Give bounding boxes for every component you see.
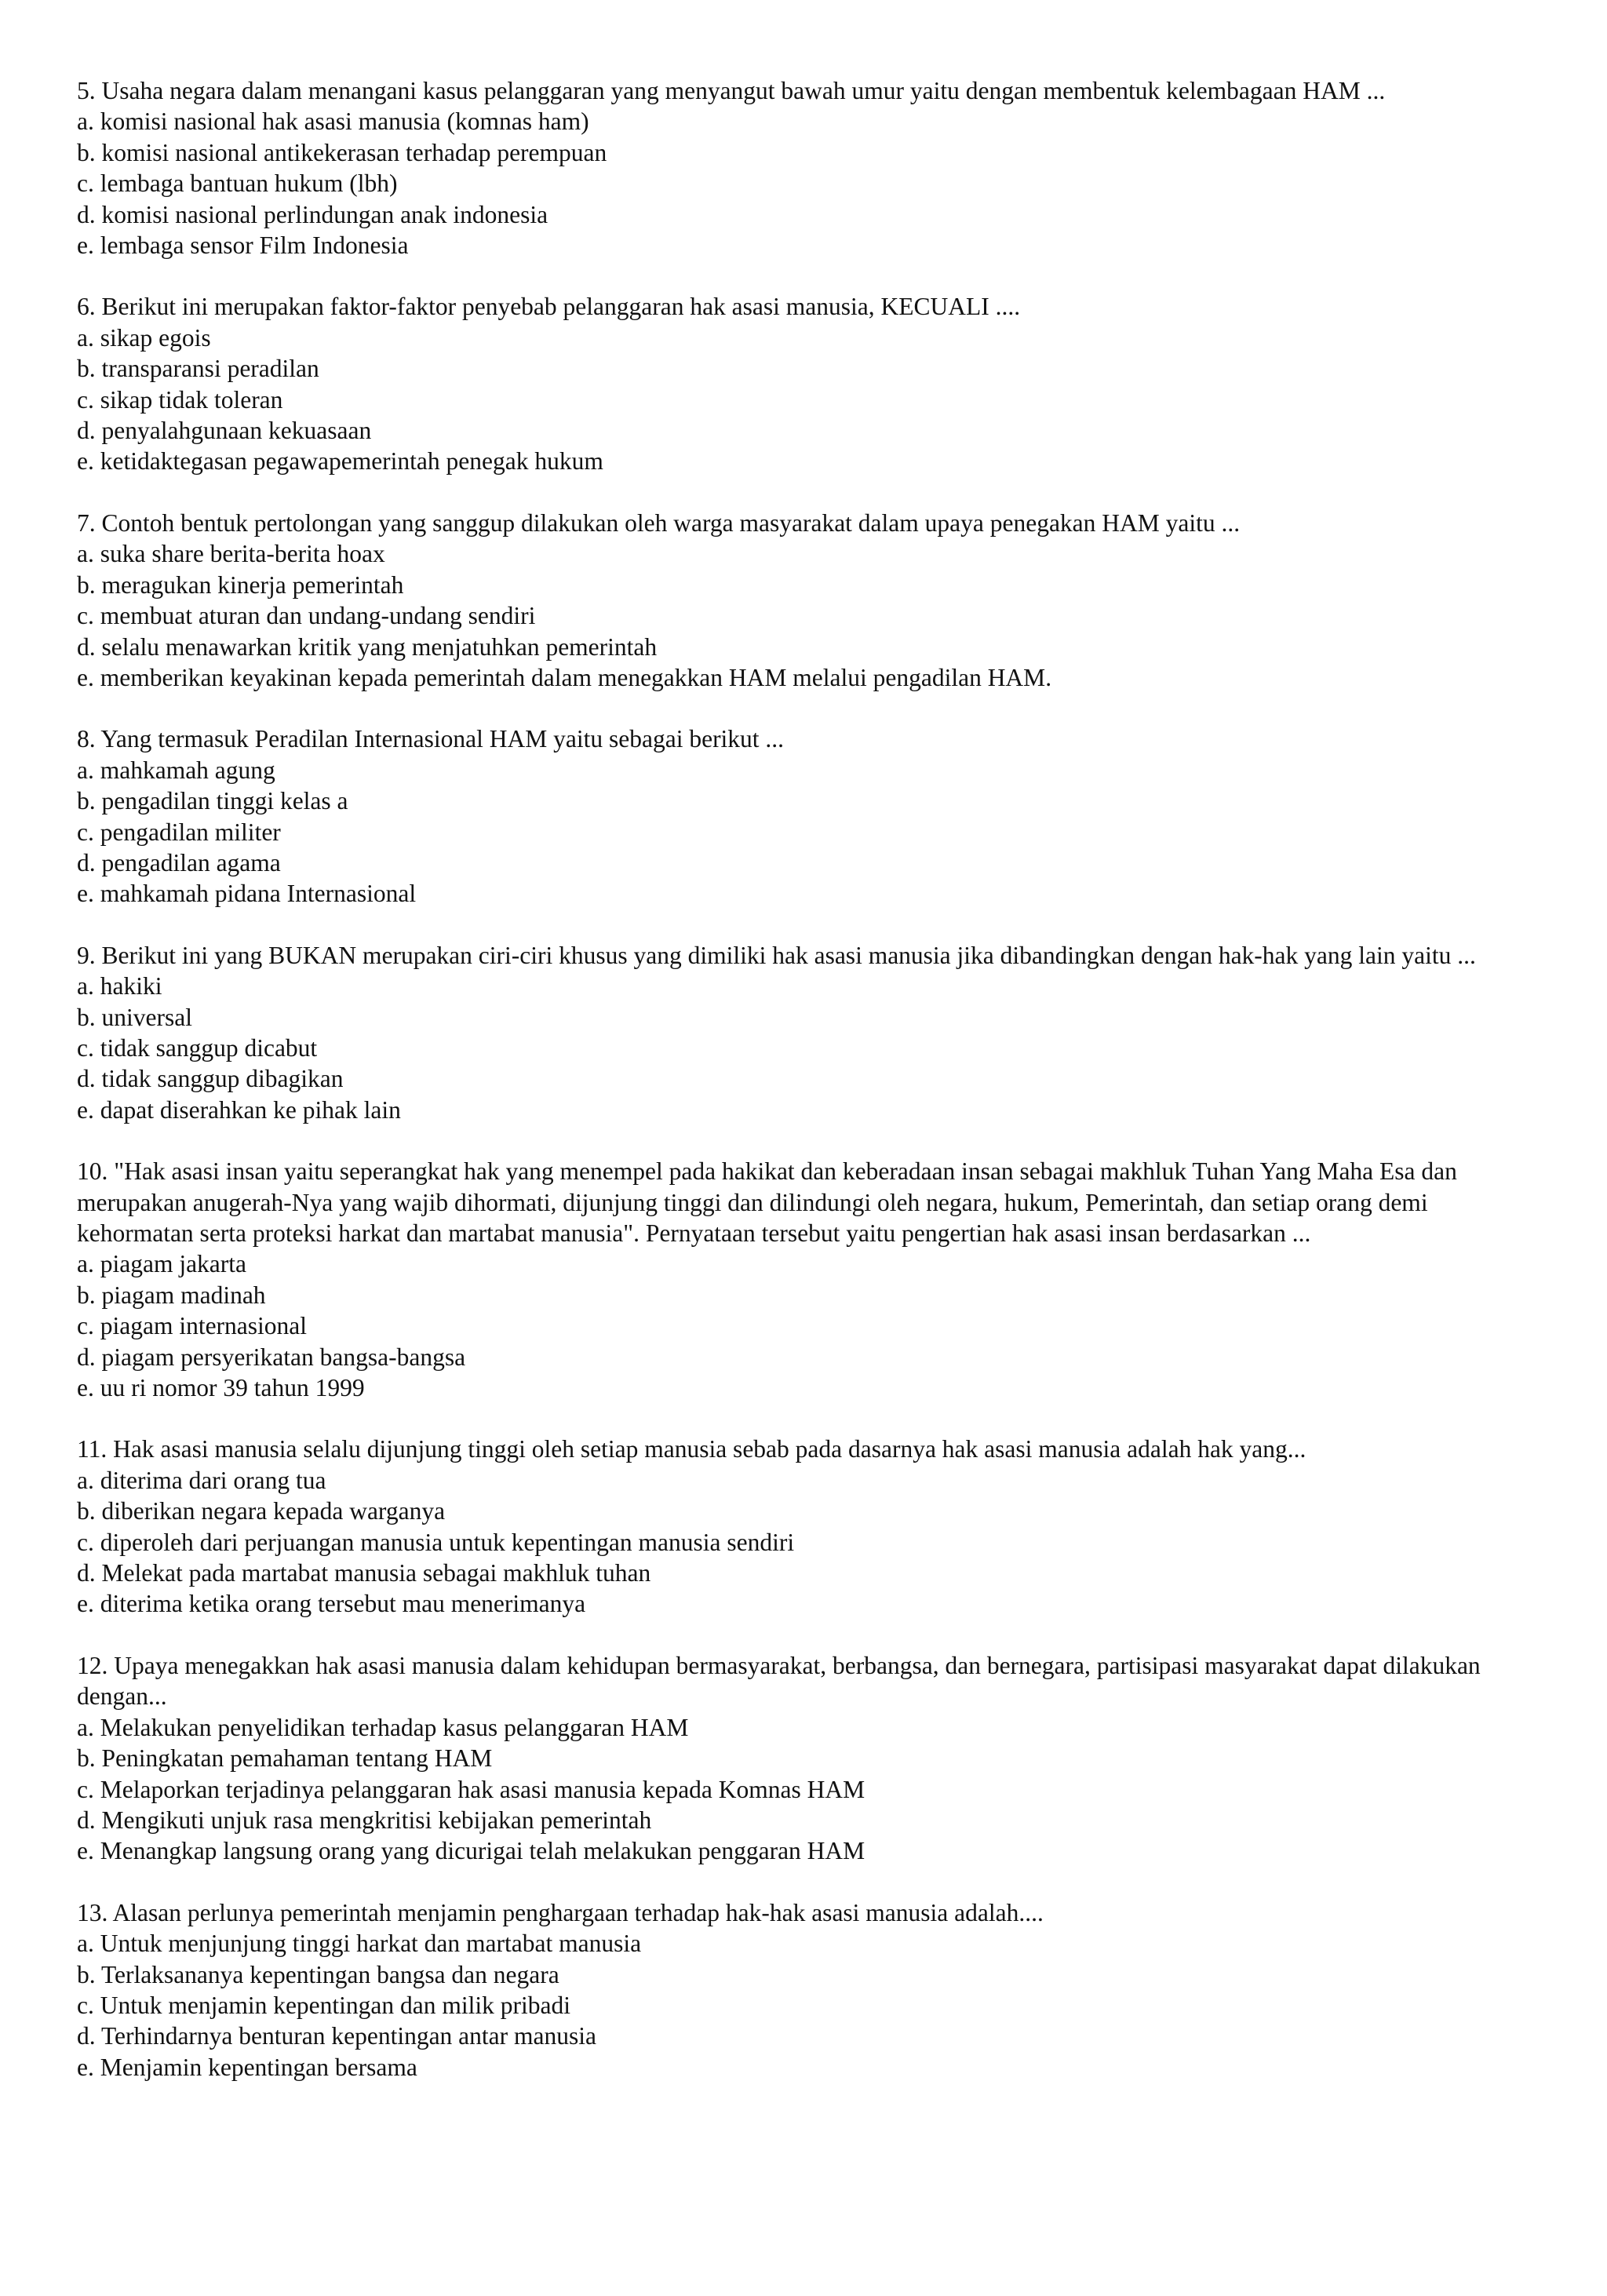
answer-options bbox=[77, 1248, 1530, 1403]
option-text: pengadilan agama bbox=[101, 848, 281, 876]
answer-option bbox=[77, 600, 1530, 631]
answer-option bbox=[77, 570, 1530, 600]
option-letter: e. bbox=[77, 1374, 94, 1402]
answer-option bbox=[77, 1063, 1530, 1094]
question-list bbox=[77, 75, 1530, 2083]
option-text: Untuk menjamin kepentingan dan milik pribadi bbox=[100, 1991, 570, 2019]
question-block bbox=[77, 75, 1530, 261]
answer-option bbox=[77, 384, 1530, 415]
option-text: Melaporkan terjadinya pelanggaran hak asasi manusia kepada Komnas HAM bbox=[100, 1775, 865, 1803]
option-text: lembaga sensor Film Indonesia bbox=[100, 231, 409, 260]
option-letter: c. bbox=[77, 1528, 94, 1556]
option-text: komisi nasional antikekerasan terhadap perempuan bbox=[101, 138, 607, 166]
option-text: uu ri nomor 39 tahun 1999 bbox=[100, 1374, 365, 1402]
answer-option bbox=[77, 323, 1530, 353]
option-text: diperoleh dari perjuangan manusia untuk kepentingan manusia sendiri bbox=[100, 1528, 795, 1556]
option-text: Menangkap langsung orang yang dicurigai telah melakukan penggaran HAM bbox=[100, 1837, 865, 1865]
answer-option bbox=[77, 1248, 1530, 1279]
option-letter: e. bbox=[77, 447, 94, 476]
option-text: Mengikuti unjuk rasa mengkritisi kebijakan pemerintah bbox=[101, 1806, 652, 1834]
option-letter: a. bbox=[77, 1930, 94, 1958]
option-text: diterima dari orang tua bbox=[100, 1466, 326, 1494]
option-text: dapat diserahkan ke pihak lain bbox=[100, 1095, 401, 1124]
question-text: 8. Yang termasuk Peradilan Internasional HAM yaitu sebagai berikut ... bbox=[77, 725, 785, 753]
question-text: 5. Usaha negara dalam menangani kasus pelanggaran yang menyangut bawah umur yaitu dengan membentuk kelembagaan HAM ... bbox=[77, 77, 1386, 104]
option-text: piagam jakarta bbox=[100, 1250, 247, 1278]
option-letter: b. bbox=[77, 138, 96, 166]
option-letter: a. bbox=[77, 323, 94, 352]
option-letter: d. bbox=[77, 417, 96, 445]
answer-option bbox=[77, 1033, 1530, 1063]
option-letter: c. bbox=[77, 1775, 94, 1803]
answer-options bbox=[77, 323, 1530, 477]
option-text: hakiki bbox=[100, 972, 162, 1000]
option-letter: e. bbox=[77, 1837, 94, 1865]
answer-option bbox=[77, 1805, 1530, 1835]
question-block bbox=[77, 291, 1530, 476]
answer-option bbox=[77, 1743, 1530, 1773]
question-text: 7. Contoh bentuk pertolongan yang sanggup dilakukan oleh warga masyarakat dalam upaya penegakan HAM yaitu ... bbox=[77, 508, 1241, 537]
option-letter: b. bbox=[77, 787, 96, 815]
answer-option bbox=[77, 1372, 1530, 1403]
answer-option bbox=[77, 632, 1530, 662]
option-text: Terlaksananya kepentingan bangsa dan negara bbox=[100, 1960, 559, 1988]
answer-option bbox=[77, 230, 1530, 261]
option-letter: d. bbox=[77, 1065, 96, 1093]
option-letter: d. bbox=[77, 1806, 96, 1834]
option-letter: b. bbox=[77, 1497, 96, 1525]
option-letter: b. bbox=[77, 355, 96, 383]
option-text: meragukan kinerja pemerintah bbox=[101, 570, 404, 599]
option-text: piagam internasional bbox=[100, 1312, 308, 1340]
option-text: pengadilan militer bbox=[100, 818, 281, 846]
answer-option bbox=[77, 1774, 1530, 1805]
answer-options bbox=[77, 1712, 1530, 1867]
answer-option bbox=[77, 1835, 1530, 1866]
option-letter: c. bbox=[77, 602, 94, 630]
answer-option bbox=[77, 1280, 1530, 1310]
option-text: sikap tidak toleran bbox=[100, 385, 283, 414]
answer-option bbox=[77, 1527, 1530, 1558]
answer-option bbox=[77, 2021, 1530, 2051]
option-text: komisi nasional perlindungan anak indonesia bbox=[101, 200, 548, 228]
answer-options bbox=[77, 755, 1530, 909]
answer-option bbox=[77, 1310, 1530, 1341]
option-text: transparansi peradilan bbox=[101, 355, 319, 383]
option-text: Melakukan penyelidikan terhadap kasus pelanggaran HAM bbox=[100, 1713, 689, 1741]
option-text: diberikan negara kepada warganya bbox=[101, 1497, 446, 1525]
answer-option bbox=[77, 785, 1530, 816]
option-letter: b. bbox=[77, 1003, 96, 1031]
option-text: piagam madinah bbox=[101, 1281, 266, 1309]
option-text: tidak sanggup dicabut bbox=[100, 1033, 318, 1062]
answer-option bbox=[77, 353, 1530, 384]
answer-option bbox=[77, 878, 1530, 909]
option-text: ketidaktegasan pegawapemerintah penegak hukum bbox=[100, 447, 603, 476]
answer-option bbox=[77, 1465, 1530, 1496]
answer-option bbox=[77, 1342, 1530, 1372]
option-text: diterima ketika orang tersebut mau menerimanya bbox=[100, 1590, 586, 1618]
option-letter: a. bbox=[77, 972, 94, 1000]
option-letter: d. bbox=[77, 632, 96, 661]
option-letter: e. bbox=[77, 1590, 94, 1618]
option-text: tidak sanggup dibagikan bbox=[101, 1065, 344, 1093]
question-text: 10. "Hak asasi insan yaitu seperangkat hak yang menempel pada hakikat dan keberadaan insan sebagai makhluk Tuhan Yang Maha Esa dan merupakan anugerah-Nya yang wajib dihormati, dijunjung tinggi dan dilindungi oleh negara, hukum, Pemerintah, dan setiap orang demi kehormatan serta proteksi harkat dan martabat manusia". Pernyataan tersebut yaitu pengertian hak asasi insan berdasarkan ... bbox=[77, 1157, 1457, 1247]
option-letter: b. bbox=[77, 1281, 96, 1309]
answer-option bbox=[77, 168, 1530, 199]
answer-option bbox=[77, 538, 1530, 569]
answer-option bbox=[77, 137, 1530, 168]
option-text: suka share berita-berita hoax bbox=[100, 540, 385, 568]
question-block bbox=[77, 508, 1530, 693]
option-letter: d. bbox=[77, 1343, 96, 1371]
option-letter: d. bbox=[77, 1559, 96, 1587]
option-letter: c. bbox=[77, 1991, 94, 2019]
option-letter: b. bbox=[77, 1960, 96, 1988]
answer-option bbox=[77, 1990, 1530, 2021]
answer-option bbox=[77, 199, 1530, 230]
answer-option bbox=[77, 1496, 1530, 1526]
option-text: Untuk menjunjung tinggi harkat dan martabat manusia bbox=[100, 1930, 642, 1958]
option-letter: a. bbox=[77, 108, 94, 136]
option-letter: a. bbox=[77, 1250, 94, 1278]
answer-option bbox=[77, 1928, 1530, 1959]
answer-option bbox=[77, 755, 1530, 785]
question-block bbox=[77, 723, 1530, 909]
option-letter: d. bbox=[77, 2022, 96, 2050]
option-text: Menjamin kepentingan bersama bbox=[100, 2053, 417, 2081]
option-letter: a. bbox=[77, 1713, 94, 1741]
question-text: 6. Berikut ini merupakan faktor-faktor penyebab pelanggaran hak asasi manusia, KECUALI .... bbox=[77, 293, 1021, 321]
option-text: lembaga bantuan hukum (lbh) bbox=[100, 169, 398, 198]
answer-option bbox=[77, 847, 1530, 878]
answer-option bbox=[77, 817, 1530, 847]
question-block bbox=[77, 1156, 1530, 1403]
option-letter: e. bbox=[77, 231, 94, 260]
question-text: 12. Upaya menegakkan hak asasi manusia dalam kehidupan bermasyarakat, berbangsa, dan bernegara, partisipasi masyarakat dapat dilakukan dengan... bbox=[77, 1651, 1481, 1711]
option-text: selalu menawarkan kritik yang menjatuhkan pemerintah bbox=[101, 632, 658, 661]
option-letter: c. bbox=[77, 385, 94, 414]
option-text: pengadilan tinggi kelas a bbox=[101, 787, 348, 815]
question-text: 9. Berikut ini yang BUKAN merupakan ciri-ciri khusus yang dimiliki hak asasi manusia jika dibandingkan dengan hak-hak yang lain yaitu ... bbox=[77, 941, 1476, 969]
answer-option bbox=[77, 662, 1530, 693]
option-letter: e. bbox=[77, 663, 94, 691]
option-letter: e. bbox=[77, 880, 94, 908]
question-block bbox=[77, 1434, 1530, 1619]
option-letter: c. bbox=[77, 1312, 94, 1340]
option-text: Melekat pada martabat manusia sebagai makhluk tuhan bbox=[101, 1559, 651, 1587]
answer-option bbox=[77, 1959, 1530, 1990]
option-letter: b. bbox=[77, 1744, 96, 1773]
answer-options bbox=[77, 1928, 1530, 2083]
answer-options bbox=[77, 538, 1530, 693]
option-letter: a. bbox=[77, 540, 94, 568]
answer-options bbox=[77, 971, 1530, 1125]
question-text: 13. Alasan perlunya pemerintah menjamin penghargaan terhadap hak-hak asasi manusia adalah.... bbox=[77, 1898, 1044, 1926]
option-text: universal bbox=[101, 1003, 192, 1031]
option-text: memberikan keyakinan kepada pemerintah dalam menegakkan HAM melalui pengadilan HAM. bbox=[100, 663, 1052, 691]
question-text: 11. Hak asasi manusia selalu dijunjung tinggi oleh setiap manusia sebab pada dasarnya hak asasi manusia adalah hak yang... bbox=[77, 1435, 1306, 1463]
option-letter: e. bbox=[77, 2053, 94, 2081]
option-text: Terhindarnya benturan kepentingan antar manusia bbox=[100, 2022, 596, 2050]
answer-option bbox=[77, 1095, 1530, 1125]
answer-option bbox=[77, 971, 1530, 1001]
answer-option bbox=[77, 1558, 1530, 1588]
option-letter: a. bbox=[77, 1466, 94, 1494]
option-letter: c. bbox=[77, 169, 94, 198]
option-text: membuat aturan dan undang-undang sendiri bbox=[100, 602, 536, 630]
option-text: piagam persyerikatan bangsa-bangsa bbox=[101, 1343, 466, 1371]
answer-option bbox=[77, 1002, 1530, 1033]
option-letter: d. bbox=[77, 200, 96, 228]
option-letter: a. bbox=[77, 756, 94, 784]
answer-option bbox=[77, 106, 1530, 137]
answer-option bbox=[77, 2052, 1530, 2083]
answer-option bbox=[77, 1588, 1530, 1619]
option-text: penyalahgunaan kekuasaan bbox=[101, 417, 372, 445]
option-letter: c. bbox=[77, 1033, 94, 1062]
option-text: mahkamah agung bbox=[100, 756, 275, 784]
question-block bbox=[77, 1897, 1530, 2083]
option-letter: d. bbox=[77, 848, 96, 876]
option-text: mahkamah pidana Internasional bbox=[100, 880, 417, 908]
option-letter: c. bbox=[77, 818, 94, 846]
answer-options bbox=[77, 1465, 1530, 1620]
option-text: komisi nasional hak asasi manusia (komnas ham) bbox=[100, 108, 589, 136]
answer-option bbox=[77, 415, 1530, 446]
option-text: Peningkatan pemahaman tentang HAM bbox=[101, 1744, 493, 1773]
option-text: sikap egois bbox=[100, 323, 211, 352]
question-block bbox=[77, 1650, 1530, 1867]
answer-option bbox=[77, 446, 1530, 476]
answer-options bbox=[77, 106, 1530, 261]
option-letter: b. bbox=[77, 570, 96, 599]
answer-option bbox=[77, 1712, 1530, 1743]
option-letter: e. bbox=[77, 1095, 94, 1124]
question-block bbox=[77, 940, 1530, 1125]
